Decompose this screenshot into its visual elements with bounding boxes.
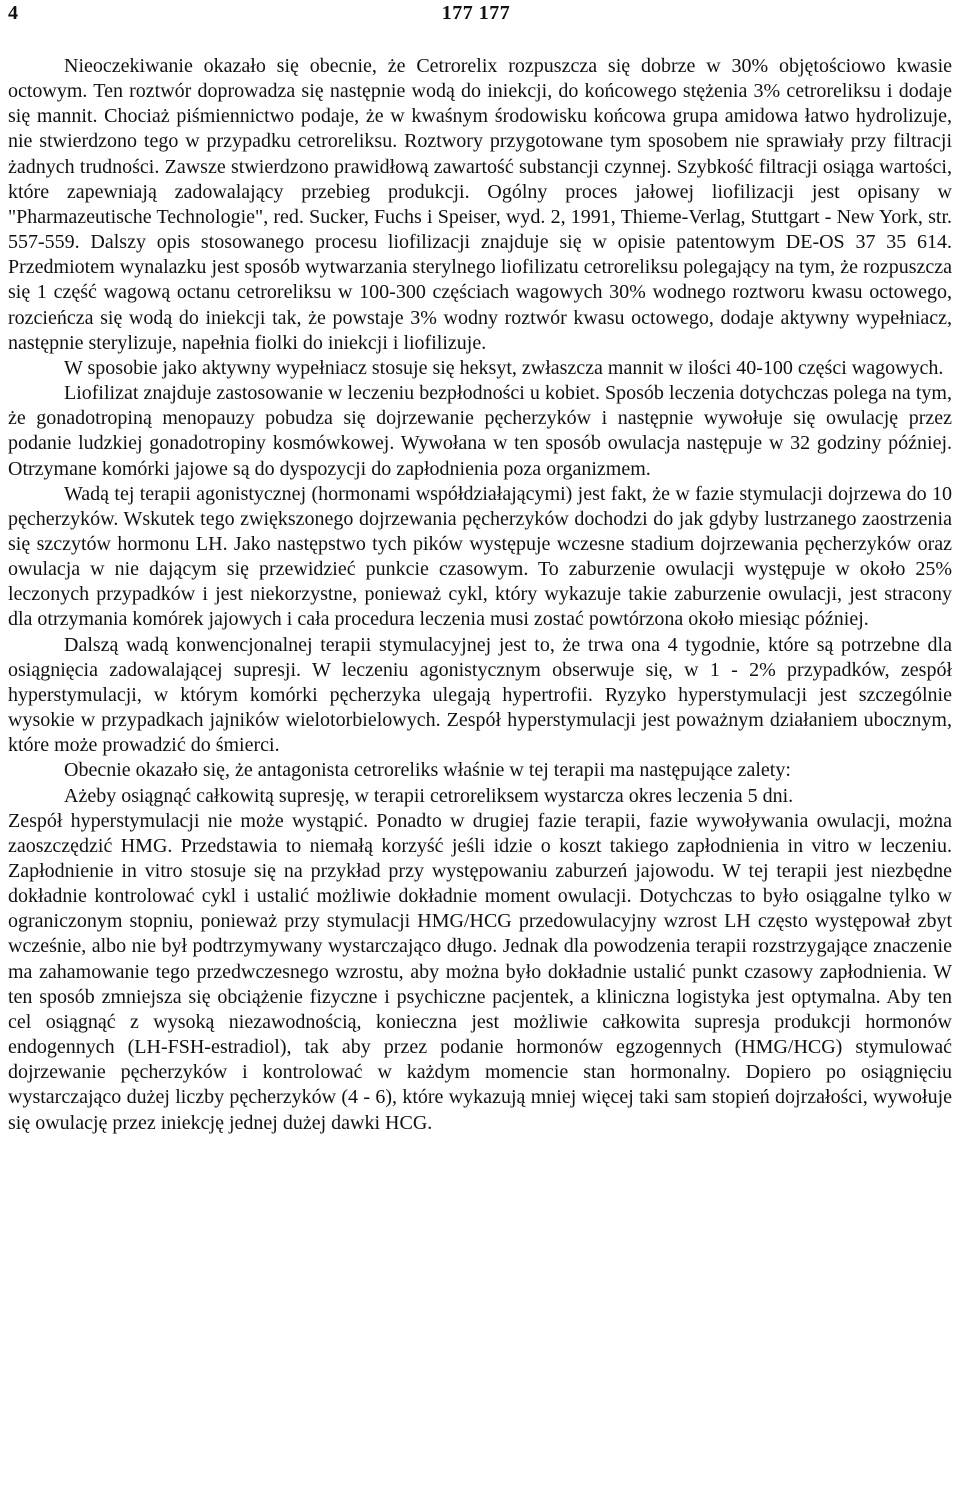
paragraph-6: Obecnie okazało się, że antagonista cetroreliks właśnie w tej terapii ma następujące zalety: bbox=[64, 759, 791, 782]
paragraph-2: W sposobie jako aktywny wypełniacz stosuje się heksyt, zwłaszcza mannit w ilości 40-100 części wagowych. bbox=[64, 356, 944, 379]
paragraph-8: Zespół hyperstymulacji nie może wystąpić. Ponadto w drugiej fazie terapii, fazie wywoływania owulacji, można zaoszczędzić HMG. Przedstawia to niemałą korzyść jeśli idzie o koszt takiego zapłodnienia in vitro w leczeniu. Zapłodnienie in vitro stosuje się na przykład przy występowaniu zaburzeń jajowodu. W tej terapii jest niezbędne dokładnie kontrolować cykl i ustalić możliwie dokładnie moment owulacji. Dotychczas to było osiągalne tylko w ograniczonym stopniu, ponieważ przy stymulacji HMG/HCG przedowulacyjny wzrost LH często występował zbyt wcześnie, albo nie był podtrzymywany wystarczająco długo. Jednak dla powodzenia terapii rozstrzygające znaczenie ma zahamowanie tego przedwczesnego wzrostu, aby można było dokładnie ustalić punkt czasowy zapłodnienia. W ten sposób zmniejsza się obciążenie fizyczne i psychiczne pacjentek, a kliniczna logistyka jest optymalna. Aby ten cel osiągnąć z wysoką niezawodnością, konieczna jest możliwie całkowita supresja produkcji hormonów endogennych (LH-FSH-estradiol), tak aby przez podanie hormonów egzogennych (HMG/HCG) stymulować dojrzewanie pęcherzyków i kontrolować w każdym momencie stan hormonalny. Dopiero po osiągnięciu wystarczająco dużej liczby pęcherzyków (4 - 6), które wykazują mniej więcej taki sam stopień dojrzałości, wywołuje się owulację przez iniekcję jednej dużej dawki HCG. bbox=[8, 809, 952, 1134]
paragraph-3: Liofilizat znajduje zastosowanie w leczeniu bezpłodności u kobiet. Sposób leczenia dotychczas polega na tym, że gonadotropiną menopauzy pobudza się dojrzewanie pęcherzyków i następnie wywołuje się owulację przez podanie ludzkiej gonadotropiny kosmówkowej. Wywołana w ten sposób owulacja następuje w 32 godziny później. Otrzymane komórki jajowe są do dyspozycji do zapłodnienia poza organizmem. bbox=[8, 382, 952, 480]
document-number: 177 177 bbox=[441, 2, 511, 24]
paragraph-5: Dalszą wadą konwencjonalnej terapii stymulacyjnej jest to, że trwa ona 4 tygodnie, które są potrzebne dla osiągnięcia zadowalającej supresji. W leczeniu agonistycznym obserwuje się, w 1 - 2% przypadków, zespół hyperstymulacji, w którym komórki pęcherzyka ulegają hypertrofii. Ryzyko hyperstymulacji jest szczególnie wysokie w przypadkach jajników wielotorbielowych. Zespół hyperstymulacji jest poważnym działaniem ubocznym, które może prowadzić do śmierci. bbox=[8, 633, 952, 757]
page-number: 4 bbox=[8, 2, 18, 24]
paragraph-4: Wadą tej terapii agonistycznej (hormonami współdziałającymi) jest fakt, że w fazie stymulacji dojrzewa do 10 pęcherzyków. Wskutek tego zwiększonego dojrzewania pęcherzyków dochodzi do jak gdyby lustrzanego zaostrzenia się szczytów hormonu LH. Jako następstwo tych pików występuje wczesne stadium dojrzewania pęcherzyków oraz owulacja w nie dającym się przewidzieć punkcie czasowym. To zaburzenie owulacji występuje w około 25% leczonych przypadków i jest niekorzystne, ponieważ cykl, który wykazuje takie zaburzenie owulacji, jest stracony dla otrzymania komórek jajowych i cała procedura leczenia musi zostać powtórzona około miesiąc później. bbox=[8, 482, 952, 631]
page-header bbox=[8, 2, 944, 28]
body-text bbox=[8, 54, 952, 1136]
paragraph-7: Ażeby osiągnąć całkowitą supresję, w terapii cetroreliksem wystarcza okres leczenia 5 dni. bbox=[64, 784, 794, 807]
paragraph-1: Nieoczekiwanie okazało się obecnie, że Cetrorelix rozpuszcza się dobrze w 30% objętościowo kwasie octowym. Ten roztwór doprowadza się następnie wodą do iniekcji, do końcowego stężenia 3% cetroreliksu i dodaje się mannit. Chociaż piśmiennictwo podaje, że w kwaśnym środowisku końcowa grupa amidowa łatwo hydrolizuje, nie stwierdzono tego w przypadku cetroreliksu. Roztwory przygotowane tym sposobem nie sprawiały przy filtracji żadnych trudności. Zawsze stwierdzono prawidłową zawartość substancji czynnej. Szybkość filtracji osiąga wartości, które zapewniają zadowalający przebieg produkcji. Ogólny proces jałowej liofilizacji jest opisany w "Pharmazeutische Technologie", red. Sucker, Fuchs i Speiser, wyd. 2, 1991, Thieme-Verlag, Stuttgart - New York, str. 557-559. Dalszy opis stosowanego procesu liofilizacji znajduje się w opisie patentowym DE-OS 37 35 614. Przedmiotem wynalazku jest sposób wytwarzania sterylnego liofilizatu cetroreliksu polegający na tym, że rozpuszcza się 1 część wagową octanu cetroreliksu w 100-300 częściach wagowych 30% wodnego roztworu kwasu octowego, rozcieńcza się wodą do iniekcji tak, że powstaje 3% wodny roztwór kwasu octowego, dodaje aktywny wypełniacz, następnie sterylizuje, napełnia fiolki do iniekcji i liofilizuje. bbox=[8, 55, 952, 354]
